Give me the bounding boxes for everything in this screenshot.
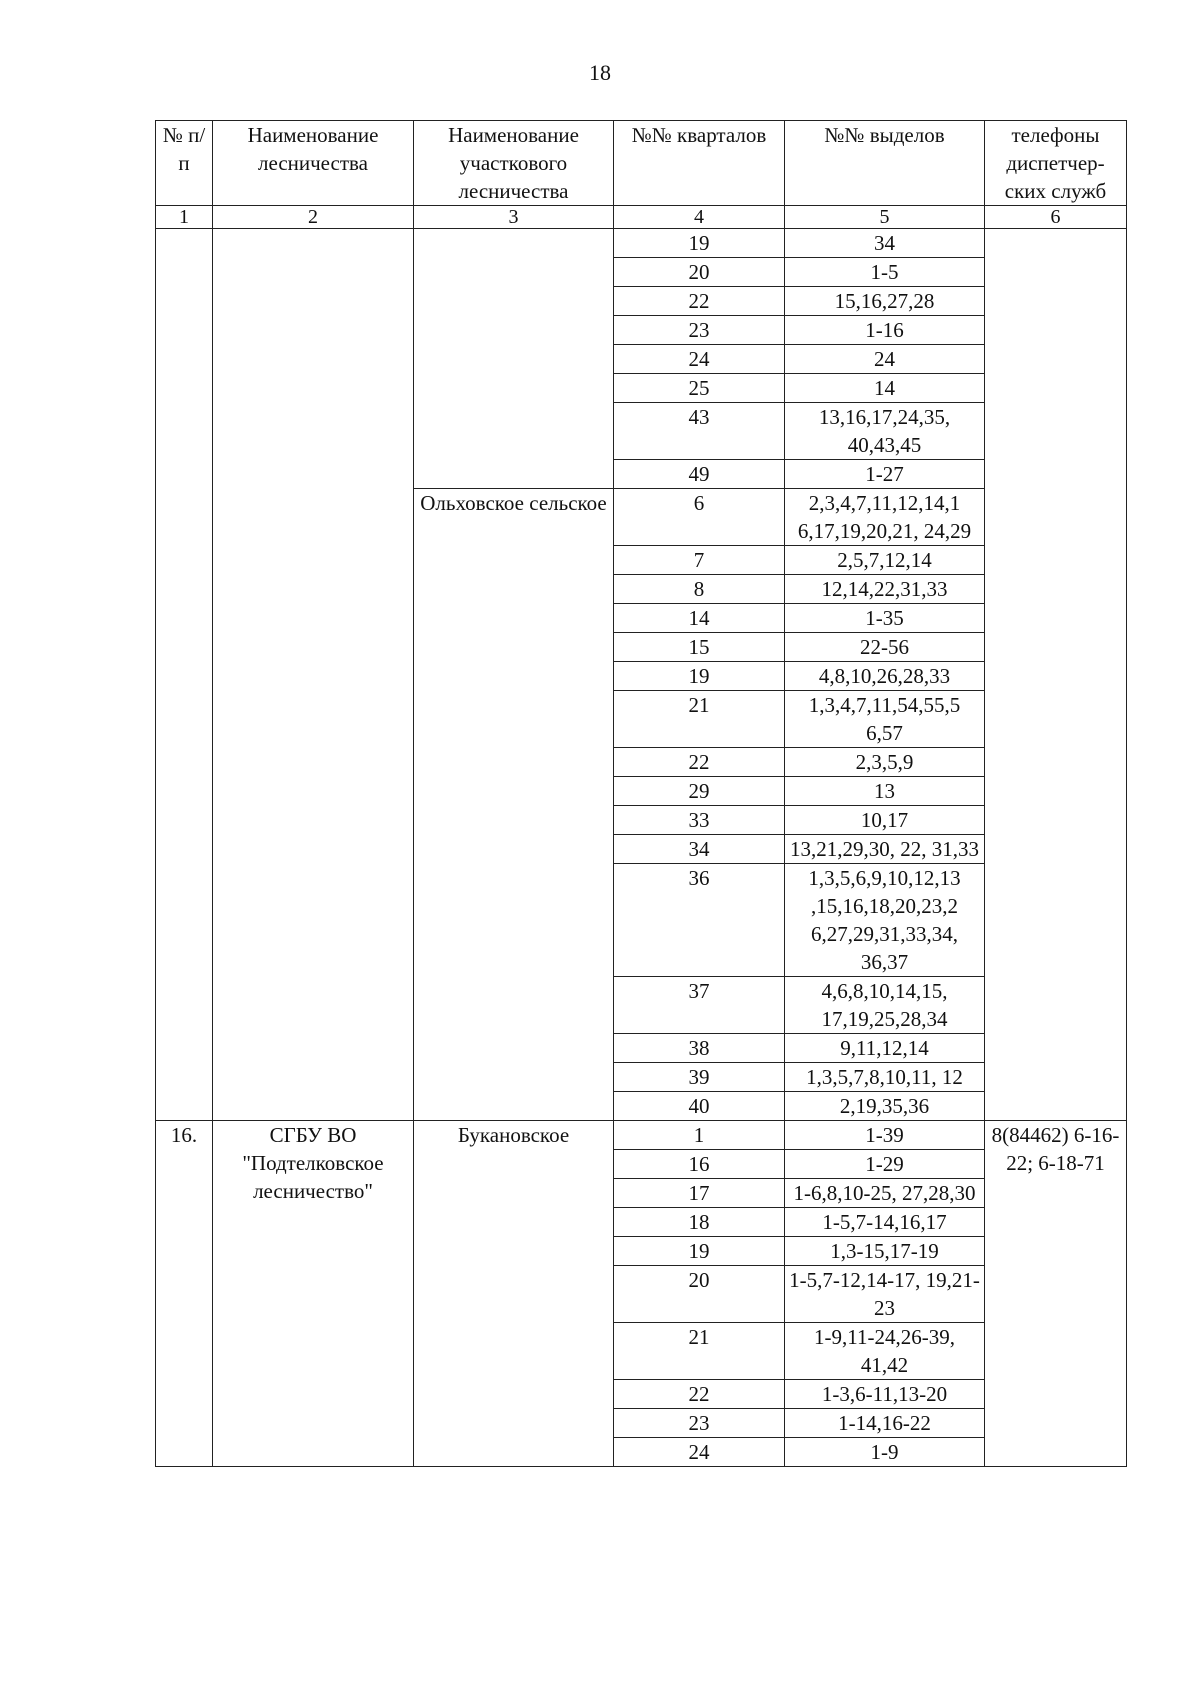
- plots-cell: 13,21,29,30, 22, 31,33: [785, 835, 985, 864]
- plots-cell: 1-16: [785, 316, 985, 345]
- quarter-cell: 23: [614, 316, 785, 345]
- quarter-cell: 34: [614, 835, 785, 864]
- header-district: Наименование участкового лесничества: [414, 121, 614, 206]
- table-row: [156, 229, 1127, 258]
- plots-cell: 22-56: [785, 633, 985, 662]
- plots-cell: 24: [785, 345, 985, 374]
- quarter-cell: 20: [614, 1266, 785, 1323]
- forestry-name-cell: СГБУ ВО "Подтелковское лесничество": [213, 1121, 414, 1467]
- quarter-cell: 29: [614, 777, 785, 806]
- header-plots: №№ выделов: [785, 121, 985, 206]
- plots-cell: 2,19,35,36: [785, 1092, 985, 1121]
- forestry-name-cell: [213, 229, 414, 1121]
- quarter-cell: 1: [614, 1121, 785, 1150]
- quarter-cell: 22: [614, 748, 785, 777]
- plots-cell: 4,8,10,26,28,33: [785, 662, 985, 691]
- column-number: 2: [213, 206, 414, 229]
- plots-cell: 1-27: [785, 460, 985, 489]
- plots-cell: 1-14,16-22: [785, 1409, 985, 1438]
- page-number: 18: [589, 60, 611, 85]
- plots-cell: 15,16,27,28: [785, 287, 985, 316]
- quarter-cell: 24: [614, 345, 785, 374]
- row-number-cell: 16.: [156, 1121, 213, 1467]
- quarter-cell: 24: [614, 1438, 785, 1467]
- quarter-cell: 17: [614, 1179, 785, 1208]
- plots-cell: 1-29: [785, 1150, 985, 1179]
- plots-cell: 1,3,4,7,11,54,55,5 6,57: [785, 691, 985, 748]
- forestry-table: [155, 120, 1127, 1467]
- plots-cell: 13,16,17,24,35, 40,43,45: [785, 403, 985, 460]
- header-number: № п/п: [156, 121, 213, 206]
- column-number-row: [156, 206, 1127, 229]
- plots-cell: 1,3,5,6,9,10,12,13 ,15,16,18,20,23,2 6,27,29,31,33,34, 36,37: [785, 864, 985, 977]
- row-number-cell: [156, 229, 213, 1121]
- plots-cell: 12,14,22,31,33: [785, 575, 985, 604]
- quarter-cell: 39: [614, 1063, 785, 1092]
- quarter-cell: 19: [614, 229, 785, 258]
- quarter-cell: 19: [614, 662, 785, 691]
- quarter-cell: 7: [614, 546, 785, 575]
- quarter-cell: 20: [614, 258, 785, 287]
- table-row: [156, 1121, 1127, 1150]
- plots-cell: 2,3,4,7,11,12,14,1 6,17,19,20,21, 24,29: [785, 489, 985, 546]
- column-number: 4: [614, 206, 785, 229]
- quarter-cell: 21: [614, 691, 785, 748]
- quarter-cell: 33: [614, 806, 785, 835]
- district-name-cell: Букановское: [414, 1121, 614, 1467]
- plots-cell: 2,3,5,9: [785, 748, 985, 777]
- plots-cell: 1-5,7-12,14-17, 19,21-23: [785, 1266, 985, 1323]
- quarter-cell: 25: [614, 374, 785, 403]
- quarter-cell: 38: [614, 1034, 785, 1063]
- column-number: 5: [785, 206, 985, 229]
- quarter-cell: 15: [614, 633, 785, 662]
- quarter-cell: 16: [614, 1150, 785, 1179]
- plots-cell: 4,6,8,10,14,15, 17,19,25,28,34: [785, 977, 985, 1034]
- plots-cell: 1-35: [785, 604, 985, 633]
- quarter-cell: 14: [614, 604, 785, 633]
- plots-cell: 14: [785, 374, 985, 403]
- plots-cell: 1-9: [785, 1438, 985, 1467]
- quarter-cell: 43: [614, 403, 785, 460]
- plots-cell: 1,3,5,7,8,10,11, 12: [785, 1063, 985, 1092]
- header-phones: телефоны диспетчер-ских служб: [985, 121, 1127, 206]
- plots-cell: 1-3,6-11,13-20: [785, 1380, 985, 1409]
- quarter-cell: 37: [614, 977, 785, 1034]
- plots-cell: 13: [785, 777, 985, 806]
- plots-cell: 1-5,7-14,16,17: [785, 1208, 985, 1237]
- plots-cell: 1-9,11-24,26-39, 41,42: [785, 1323, 985, 1380]
- header-row: [156, 121, 1127, 206]
- plots-cell: 34: [785, 229, 985, 258]
- header-forestry: Наименование лесничества: [213, 121, 414, 206]
- plots-cell: 1-39: [785, 1121, 985, 1150]
- plots-cell: 2,5,7,12,14: [785, 546, 985, 575]
- quarter-cell: 21: [614, 1323, 785, 1380]
- quarter-cell: 19: [614, 1237, 785, 1266]
- quarter-cell: 22: [614, 287, 785, 316]
- district-name-cell: [414, 229, 614, 489]
- quarter-cell: 49: [614, 460, 785, 489]
- phones-cell: 8(84462) 6-16-22; 6-18-71: [985, 1121, 1127, 1467]
- column-number: 6: [985, 206, 1127, 229]
- plots-cell: 1,3-15,17-19: [785, 1237, 985, 1266]
- quarter-cell: 36: [614, 864, 785, 977]
- quarter-cell: 23: [614, 1409, 785, 1438]
- quarter-cell: 6: [614, 489, 785, 546]
- quarter-cell: 22: [614, 1380, 785, 1409]
- column-number: 1: [156, 206, 213, 229]
- quarter-cell: 8: [614, 575, 785, 604]
- quarter-cell: 40: [614, 1092, 785, 1121]
- phones-cell: [985, 229, 1127, 1121]
- quarter-cell: 18: [614, 1208, 785, 1237]
- plots-cell: 9,11,12,14: [785, 1034, 985, 1063]
- plots-cell: 10,17: [785, 806, 985, 835]
- header-quarters: №№ кварталов: [614, 121, 785, 206]
- column-number: 3: [414, 206, 614, 229]
- table-body: [156, 229, 1127, 1467]
- plots-cell: 1-6,8,10-25, 27,28,30: [785, 1179, 985, 1208]
- district-name-cell: Ольховское сельское: [414, 489, 614, 1121]
- plots-cell: 1-5: [785, 258, 985, 287]
